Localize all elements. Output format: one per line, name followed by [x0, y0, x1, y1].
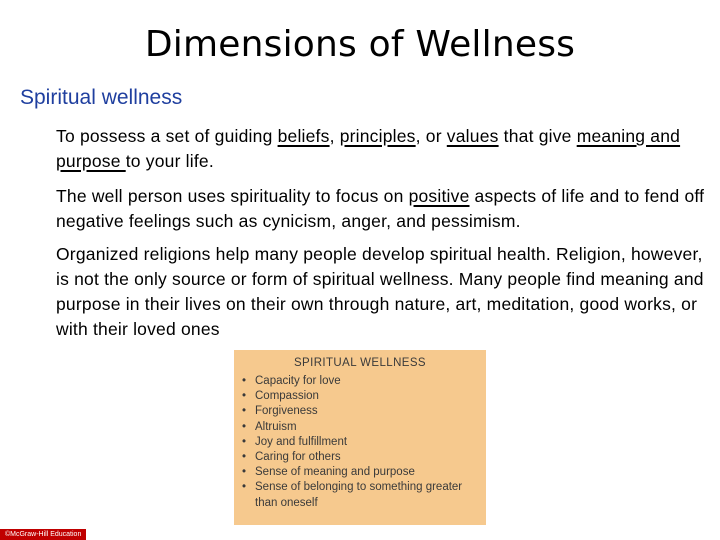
paragraph-positive-aspects — [56, 184, 720, 234]
underlined-term-positive: positive — [408, 186, 470, 206]
text-run: To possess a set of guiding — [56, 126, 278, 146]
underlined-term-principles: principles — [339, 126, 416, 146]
list-item — [242, 435, 486, 450]
list-item — [242, 404, 486, 419]
section-subtitle: Spiritual wellness — [20, 86, 183, 109]
bullet-icon: • — [242, 451, 247, 464]
list-item-label: Joy and fulfillment — [255, 435, 348, 448]
bullet-icon: • — [242, 390, 247, 403]
text-run: to your life. — [125, 151, 214, 171]
list-item-label: Capacity for love — [255, 375, 341, 387]
list-item — [242, 420, 486, 435]
text-run: The well person uses spirituality to focus on — [56, 186, 409, 206]
underlined-term-values: values — [446, 126, 499, 146]
list-item-label: Sense of belonging to something greater than oneself — [255, 481, 463, 509]
slide-title: Dimensions of Wellness — [144, 24, 576, 65]
list-item — [242, 450, 486, 465]
bullet-icon: • — [242, 481, 247, 494]
underlined-term-beliefs: beliefs — [277, 126, 330, 146]
card-title: SPIRITUAL WELLNESS — [293, 357, 427, 369]
list-item-label: Sense of meaning and purpose — [255, 466, 415, 479]
list-item-label: Compassion — [255, 390, 319, 403]
text-run: that give — [498, 126, 577, 146]
list-item-label: Caring for others — [255, 451, 341, 464]
underlined-term-meaning-purpose: meaning and purpose — [56, 126, 681, 171]
list-item-label: Forgiveness — [255, 405, 318, 418]
text-run: aspects of life and to fend off negative feelings such as cynicism, anger, and pessimism. — [56, 186, 705, 231]
bullet-icon: • — [242, 405, 247, 418]
card-list — [242, 374, 486, 511]
bullet-icon: • — [242, 466, 247, 479]
text-run: , or — [415, 126, 447, 146]
bullet-icon: • — [242, 420, 247, 433]
bullet-icon: • — [242, 375, 247, 387]
text-run: , — [329, 126, 340, 146]
list-item-label: Altruism — [255, 420, 297, 433]
bullet-icon: • — [242, 435, 247, 448]
copyright-footer: ©McGraw-Hill Education — [0, 529, 86, 540]
spiritual-wellness-card — [234, 350, 486, 525]
list-item — [242, 480, 486, 510]
list-item — [242, 465, 486, 480]
list-item — [242, 389, 486, 404]
paragraph-organized-religions: Organized religions help many people develop spiritual health. Religion, however, is not the only source or form of spiritual wellness. Many people find meaning and purpose in their lives on their own through nature, art, meditation, good works, or with their loved ones — [56, 244, 704, 339]
list-item — [242, 374, 486, 389]
paragraph-guiding-beliefs — [56, 124, 720, 174]
